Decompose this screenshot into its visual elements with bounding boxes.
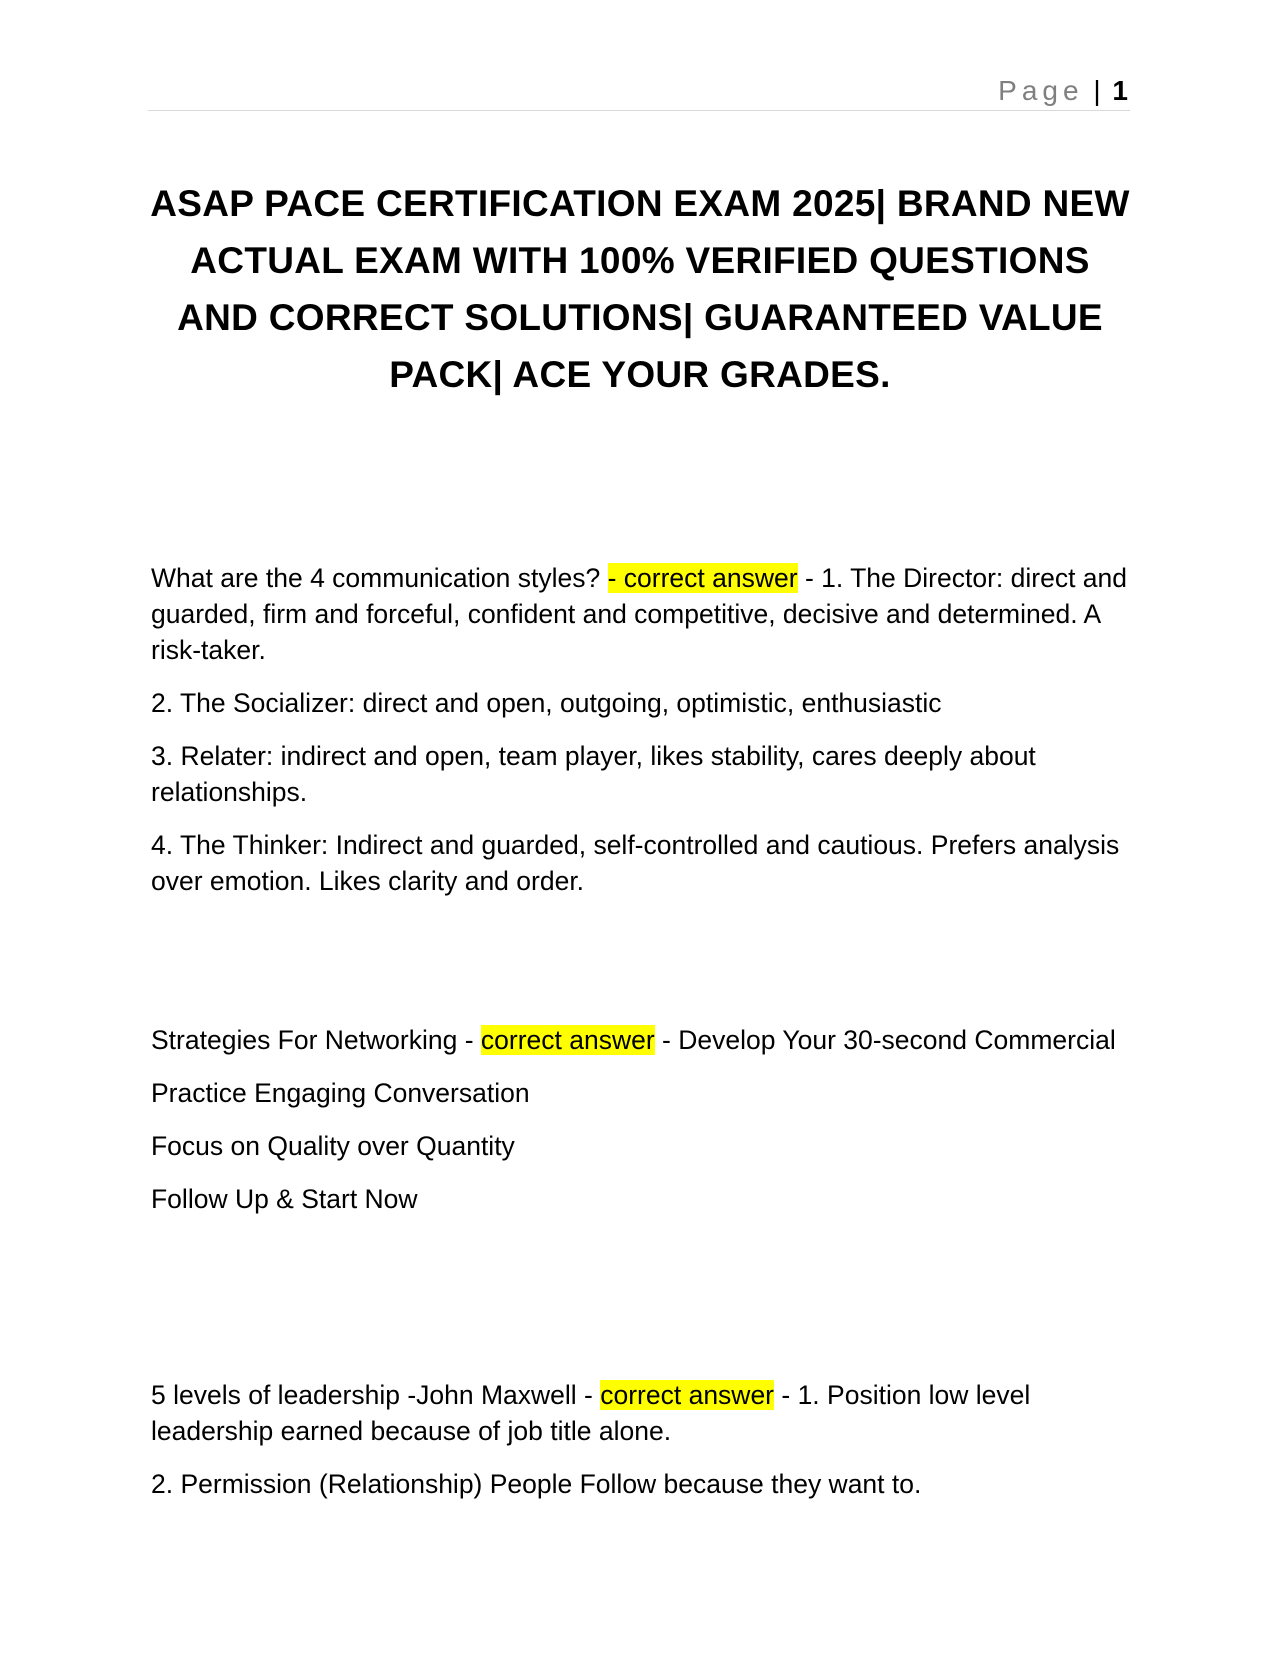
correct-answer-highlight: correct answer <box>480 1025 655 1055</box>
qa-block-leadership <box>151 1377 1141 1502</box>
answer-line: Practice Engaging Conversation <box>151 1078 530 1108</box>
question-text: 5 levels of leadership -John Maxwell - <box>151 1380 601 1410</box>
question-text: What are the 4 communication styles? <box>151 563 608 593</box>
answer-line: Focus on Quality over Quantity <box>151 1131 515 1161</box>
answer-text: - 1. The Director: direct and guarded, firm and forceful, confident and competitive, decisive and determined. A risk-taker. <box>151 563 1128 665</box>
question-text: Strategies For Networking - <box>151 1025 481 1055</box>
qa-block-networking <box>151 1022 1141 1217</box>
document-title: ASAP PACE CERTIFICATION EXAM 2025| BRAND NEW ACTUAL EXAM WITH 100% VERIFIED QUESTIONS AND CORRECT SOLUTIONS| GUARANTEED VALUE PACK| ACE YOUR GRADES. <box>150 182 1130 395</box>
page-header <box>148 72 1130 111</box>
answer-line: 2. The Socializer: direct and open, outgoing, optimistic, enthusiastic <box>151 688 942 718</box>
answer-line: 2. Permission (Relationship) People Follow because they want to. <box>151 1469 922 1499</box>
correct-answer-highlight: - correct answer <box>607 563 798 593</box>
qa-block-communication-styles <box>151 560 1141 899</box>
page-number-label <box>998 74 1128 108</box>
page-number: 1 <box>1112 75 1128 106</box>
qa-question-line <box>151 560 1141 668</box>
answer-text: - Develop Your 30-second Commercial <box>654 1025 1116 1055</box>
page-word: Page <box>998 75 1084 106</box>
answer-line: Follow Up & Start Now <box>151 1184 418 1214</box>
answer-line: 3. Relater: indirect and open, team player, likes stability, cares deeply about relationships. <box>151 741 1036 807</box>
qa-question-line <box>151 1022 1141 1058</box>
answer-line: 4. The Thinker: Indirect and guarded, self-controlled and cautious. Prefers analysis over emotion. Likes clarity and order. <box>151 830 1120 896</box>
answer-text: - 1. Position low level leadership earned because of job title alone. <box>151 1380 1031 1446</box>
page-separator: | <box>1093 75 1101 106</box>
qa-question-line <box>151 1377 1141 1449</box>
correct-answer-highlight: correct answer <box>600 1380 775 1410</box>
